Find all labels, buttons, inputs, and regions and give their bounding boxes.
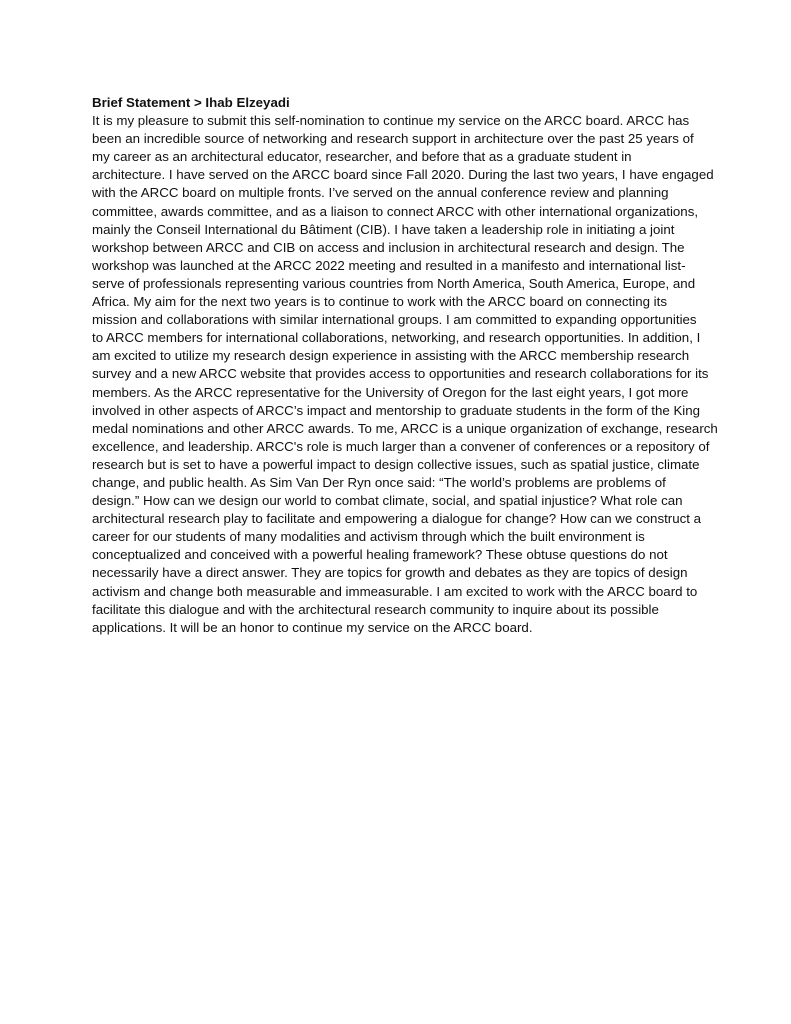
body-line: activism and change both measurable and immeasurable. I am excited to work with the ARCC board to <box>92 583 698 599</box>
body-line: workshop between ARCC and CIB on access and inclusion in architectural research and design. The <box>92 239 685 255</box>
body-line: Africa. My aim for the next two years is to continue to work with the ARCC board on connecting its <box>92 294 667 310</box>
body-line: career for our students of many modalities and activism through which the built environment is <box>92 529 645 545</box>
body-line: mission and collaborations with similar international groups. I am committed to expanding opportunities <box>92 312 697 328</box>
body-line: design.” How can we design our world to combat climate, social, and spatial injustice? What role can <box>92 493 683 509</box>
statement-body <box>92 112 752 637</box>
body-line: been an incredible source of networking and research support in architecture over the past 25 years of <box>92 131 694 147</box>
body-line: research but is set to have a powerful impact to design collective issues, such as spatial justice, climate <box>92 456 700 472</box>
body-line: necessarily have a direct answer. They are topics for growth and debates as they are topics of design <box>92 565 688 581</box>
body-line: applications. It will be an honor to continue my service on the ARCC board. <box>92 619 533 635</box>
body-line: with the ARCC board on multiple fronts. I’ve served on the annual conference review and planning <box>92 185 669 201</box>
body-line: It is my pleasure to submit this self-nomination to continue my service on the ARCC board. ARCC has <box>92 113 690 129</box>
body-line: change, and public health. As Sim Van Der Ryn once said: “The world’s problems are problems of <box>92 474 666 490</box>
body-line: workshop was launched at the ARCC 2022 meeting and resulted in a manifesto and international list- <box>92 257 686 273</box>
body-line: involved in other aspects of ARCC’s impact and mentorship to graduate students in the form of the King <box>92 402 701 418</box>
body-line: serve of professionals representing various countries from North America, South America, Europe, and <box>92 275 696 291</box>
body-line: architectural research play to facilitate and empowering a dialogue for change? How can we construct a <box>92 511 702 527</box>
statement-heading: Brief Statement > Ihab Elzeyadi <box>92 95 290 110</box>
body-line: excellence, and leadership. ARCC's role is much larger than a convener of conferences or a repository of <box>92 438 710 454</box>
body-line: survey and a new ARCC website that provides access to opportunities and research collaborations for its <box>92 366 709 382</box>
body-line: members. As the ARCC representative for the University of Oregon for the last eight years, I got more <box>92 384 689 400</box>
body-line: architecture. I have served on the ARCC board since Fall 2020. During the last two years, I have engaged <box>92 167 714 183</box>
body-line: to ARCC members for international collaborations, networking, and research opportunities. In addition, I <box>92 330 701 346</box>
body-line: my career as an architectural educator, researcher, and before that as a graduate student in <box>92 149 632 165</box>
body-line: mainly the Conseil International du Bâtiment (CIB). I have taken a leadership role in initiating a joint <box>92 221 675 237</box>
body-line: facilitate this dialogue and with the architectural research community to inquire about its possible <box>92 601 659 617</box>
body-line: committee, awards committee, and as a liaison to connect ARCC with other international organizations, <box>92 203 699 219</box>
body-line: medal nominations and other ARCC awards. To me, ARCC is a unique organization of exchange, research <box>92 420 718 436</box>
statement-content <box>92 94 752 637</box>
body-line: conceptualized and conceived with a powerful healing framework? These obtuse questions do not <box>92 547 668 563</box>
body-line: am excited to utilize my research design experience in assisting with the ARCC membership research <box>92 348 690 364</box>
